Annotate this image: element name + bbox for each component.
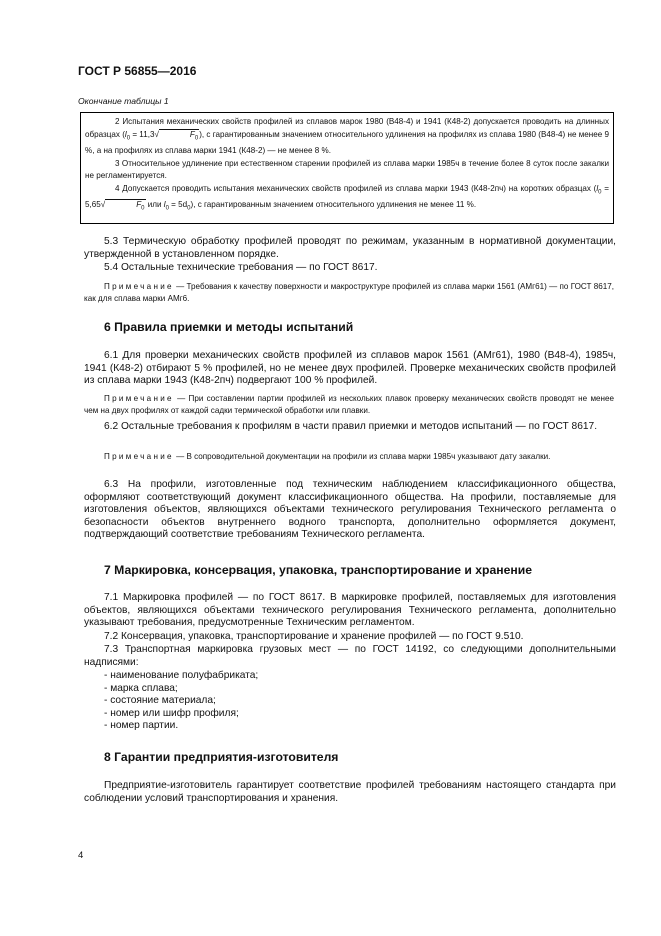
- note-6-1: [84, 393, 614, 418]
- formula-l: l: [124, 129, 127, 139]
- note-label: Примечание: [104, 282, 174, 291]
- formula-d-sub: 0: [187, 206, 191, 213]
- table-note-4: 4 Допускается проводить испытания механических свойств профилей из сплава марки 1943 (К48-2пч) на коротких образцах ($l_0 = 5,65√$ $F_0$ или $l_0 = 5d_0$), с гарантированным значением относительного удлинения не менее 11 %.: [85, 184, 609, 213]
- note-2-text-b: ), с гарантированным значением относительного удлинения на профилях из сплава 1980 (В48-4) не менее 9 %, а на профилях из сплава марки 1941 (К48-2) — не менее 8 %.: [85, 129, 609, 156]
- formula-l: l: [596, 184, 599, 194]
- para-7-1: 7.1 Маркировка профилей — по ГОСТ 8617. В маркировке профилей, поставляемых для изготовления объектов, являющихся объектами технического регулирования Технического регламента, дополнительно указывают требования, предусмотренные Техническим регламентом.: [84, 592, 616, 629]
- note-label: Примечание: [104, 452, 174, 461]
- para-6-3: 6.3 На профили, изготовленные под техническим наблюдением классификационного общества, оформляют соответствующий документ классификационного общества. На профили, поставляемые для изготовления объектов, являющихся объектами технического регулирования Технического регламента о безопасности объектов внутреннего водного транспорта, дополнительно оформляется документ, подтверждающий соответствие требованиям Технического регламента.: [84, 479, 616, 541]
- note-text: — При составлении партии профилей из нескольких плавок проверку механических свойств проводят не менее чем на двух профилях от каждой садки термической обработки или плавки.: [84, 394, 614, 416]
- formula-sqrt: $F_0$: [105, 199, 145, 214]
- para-8: Предприятие-изготовитель гарантирует соответствие профилей требованиям настоящего стандарта при соблюдении условий транспортирования и хранения.: [84, 780, 616, 804]
- table-note-2: 2 Испытания механических свойств профилей из сплавов марок 1980 (В48-4) и 1941 (К48-2) допускается проводить на длинных образцах ($l_0 = 11,3√$ $F_0$), с гарантированным значением относительного удлинения на профилях из сплава 1980 (В48-4) не менее 9 %, а на профилях из сплава марки 1941 (К48-2) — не менее 8 %.: [85, 117, 609, 156]
- para-5-3: 5.3 Термическую обработку профилей проводят по режимам, указанным в нормативной документации, утвержденной в установленном порядке.: [84, 236, 616, 260]
- formula-l: l: [163, 200, 166, 210]
- note-5: [84, 281, 614, 306]
- marking-list: [104, 670, 258, 733]
- table-notes-box: [80, 112, 614, 224]
- para-6-2: 6.2 Остальные требования к профилям в части правил приемки и методов испытаний — по ГОСТ 8617.: [104, 421, 598, 432]
- formula-eq: = 5,65: [85, 184, 609, 210]
- section-8-heading: 8 Гарантии предприятия-изготовителя: [104, 750, 339, 764]
- note-label: Примечание: [104, 394, 174, 403]
- section-7-heading: 7 Маркировка, консервация, упаковка, транспортирование и хранение: [104, 563, 533, 577]
- formula-eq: = 11,3: [130, 129, 155, 139]
- section-6-heading: 6 Правила приемки и методы испытаний: [104, 320, 354, 334]
- document-header: ГОСТ Р 56855—2016: [78, 64, 197, 78]
- formula-sqrt: [159, 129, 199, 144]
- list-item: - марка сплава;: [104, 682, 178, 694]
- note-text: — Требования к качеству поверхности и макроструктуре профилей из сплава марки 1561 (АМг61) — по ГОСТ 8617, как для сплава марки АМг6.: [84, 282, 614, 304]
- list-item: - состояние материала;: [104, 695, 216, 707]
- note-4-text-b: ), с гарантированным значением относительного удлинения не менее 11 %.: [190, 200, 477, 210]
- list-item: - номер партии.: [104, 720, 179, 732]
- para-7-3: 7.3 Транспортная маркировка грузовых мест — по ГОСТ 14192, со следующими дополнительными надписями:: [84, 644, 616, 668]
- list-item: - наименование полуфабриката;: [104, 670, 259, 681]
- note-text: — В сопроводительной документации на профили из сплава марки 1985ч указывают дату закалки.: [173, 452, 551, 461]
- table-note-3: 3 Относительное удлинение при естественном старении профилей из сплава марки 1985ч в течение более 8 суток после закалки не регламентируется.: [85, 158, 609, 181]
- note-4-text-a: 4 Допускается проводить испытания механических свойств профилей из сплава марки 1943 (К48-2пч) на коротких образцах (: [115, 184, 597, 194]
- table-caption: Окончание таблицы 1: [78, 96, 169, 106]
- formula-f-sub: 0: [194, 135, 199, 142]
- formula-f: F: [189, 129, 195, 139]
- formula-sub: 0: [598, 189, 602, 196]
- formula-f-sub: 0: [141, 206, 145, 213]
- para-7-2: 7.2 Консервация, упаковка, транспортирование и хранение профилей — по ГОСТ 9.510.: [104, 631, 524, 642]
- formula-eq: = 5d: [168, 200, 188, 210]
- formula-or: или: [145, 200, 164, 210]
- formula-sub: 0: [126, 135, 131, 142]
- note-6-2: [84, 451, 614, 463]
- note-2-text-a: 2 Испытания механических свойств профилей из сплавов марок 1980 (В48-4) и 1941 (К48-2) допускается проводить на длинных образцах (: [85, 117, 609, 139]
- page-number: 4: [78, 850, 84, 861]
- para-5-4: 5.4 Остальные технические требования — по ГОСТ 8617.: [104, 262, 378, 273]
- para-6-1: 6.1 Для проверки механических свойств профилей из сплавов марок 1561 (АМг61), 1980 (В48-4), 1985ч, 1941 (К48-2) отбирают 5 % профилей, но не менее двух профилей. Проверке механических свойств профилей из сплава марки 1943 (К48-2пч) подвергают 100 % профилей.: [84, 350, 616, 387]
- formula-sub: 0: [165, 206, 169, 213]
- list-item: - номер или шифр профиля;: [104, 707, 239, 719]
